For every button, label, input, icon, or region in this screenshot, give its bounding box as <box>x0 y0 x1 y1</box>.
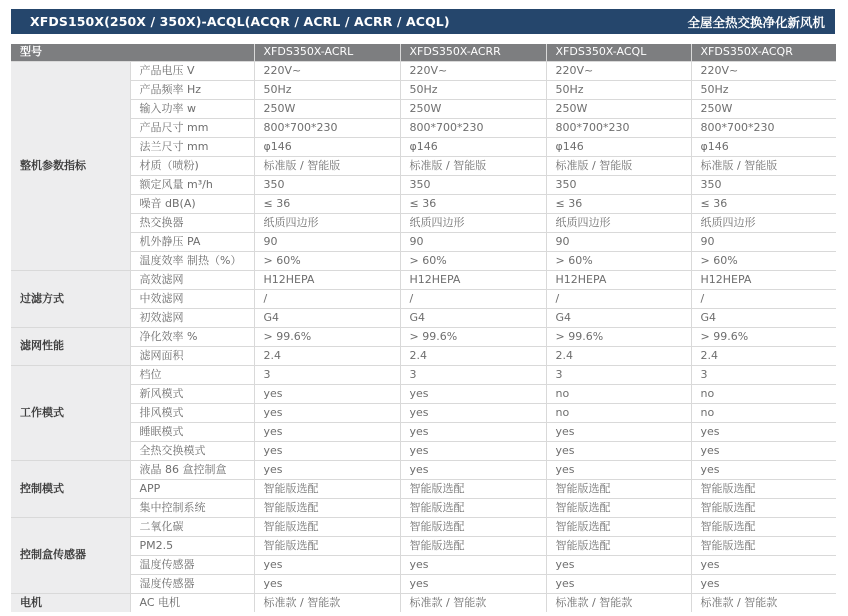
spec-value-cell: yes <box>691 460 836 479</box>
spec-value-cell: yes <box>254 384 400 403</box>
spec-value-cell: 250W <box>254 99 400 118</box>
parameter-label: 热交换器 <box>130 213 254 232</box>
spec-value-cell: > 99.6% <box>546 327 691 346</box>
table-row <box>11 308 836 327</box>
parameter-label: 法兰尺寸 mm <box>130 137 254 156</box>
spec-value-cell: 智能版选配 <box>546 479 691 498</box>
parameter-label: 输入功率 w <box>130 99 254 118</box>
spec-value-cell: 350 <box>254 175 400 194</box>
spec-value-cell: G4 <box>254 308 400 327</box>
table-row <box>11 99 836 118</box>
spec-value-cell: 智能版选配 <box>691 479 836 498</box>
spec-value-cell: H12HEPA <box>400 270 546 289</box>
model-column-header: XFDS350X-ACQL <box>546 44 691 61</box>
parameter-label: 睡眠模式 <box>130 422 254 441</box>
spec-value-cell: / <box>400 289 546 308</box>
parameter-label: 全热交换模式 <box>130 441 254 460</box>
spec-value-cell: 50Hz <box>546 80 691 99</box>
parameter-label: 液晶 86 盒控制盒 <box>130 460 254 479</box>
table-row <box>11 365 836 384</box>
table-row <box>11 270 836 289</box>
model-column-header: XFDS350X-ACRR <box>400 44 546 61</box>
spec-value-cell: G4 <box>691 308 836 327</box>
spec-value-cell: 50Hz <box>691 80 836 99</box>
parameter-label: 机外静压 PA <box>130 232 254 251</box>
spec-value-cell: G4 <box>400 308 546 327</box>
table-header-row <box>11 44 836 61</box>
spec-value-cell: no <box>691 384 836 403</box>
spec-value-cell: 智能版选配 <box>400 517 546 536</box>
parameter-label: 湿度传感器 <box>130 574 254 593</box>
parameter-label: 产品频率 Hz <box>130 80 254 99</box>
spec-value-cell: 350 <box>691 175 836 194</box>
table-row <box>11 346 836 365</box>
parameter-label: 产品电压 V <box>130 61 254 80</box>
spec-value-cell: H12HEPA <box>254 270 400 289</box>
spec-value-cell: 智能版选配 <box>691 498 836 517</box>
spec-value-cell: 标准款 / 智能款 <box>546 593 691 612</box>
spec-value-cell: 智能版选配 <box>254 479 400 498</box>
spec-value-cell: 纸质四边形 <box>546 213 691 232</box>
spec-value-cell: yes <box>691 441 836 460</box>
table-row <box>11 517 836 536</box>
spec-value-cell: yes <box>400 460 546 479</box>
spec-value-cell: 标准版 / 智能版 <box>546 156 691 175</box>
spec-table-body <box>11 61 836 612</box>
spec-value-cell: 50Hz <box>400 80 546 99</box>
parameter-label: 温度效率 制热（%） <box>130 251 254 270</box>
spec-value-cell: > 60% <box>400 251 546 270</box>
spec-value-cell: no <box>691 403 836 422</box>
table-row <box>11 80 836 99</box>
parameter-label: 材质（喷粉) <box>130 156 254 175</box>
spec-value-cell: 2.4 <box>691 346 836 365</box>
spec-value-cell: > 60% <box>691 251 836 270</box>
table-row <box>11 593 836 612</box>
spec-value-cell: > 60% <box>254 251 400 270</box>
spec-value-cell: yes <box>546 555 691 574</box>
parameter-label: 噪音 dB(A) <box>130 194 254 213</box>
spec-value-cell: 标准款 / 智能款 <box>700 595 778 609</box>
spec-value-cell: φ146 <box>546 137 691 156</box>
spec-value-cell: > 99.6% <box>691 327 836 346</box>
table-row <box>11 327 836 346</box>
parameter-label: 二氧化碳 <box>130 517 254 536</box>
parameter-label: PM2.5 <box>130 536 254 555</box>
model-column-header: XFDS350X-ACRL <box>254 44 400 61</box>
spec-value-cell: 标准版 / 智能版 <box>400 156 546 175</box>
spec-value-cell: yes <box>254 460 400 479</box>
spec-value-cell: 800*700*230 <box>400 118 546 137</box>
model-column-header: XFDS350X-ACQR <box>691 44 836 61</box>
parameter-label: 滤网面积 <box>130 346 254 365</box>
spec-value-cell: 标准版 / 智能版 <box>691 156 836 175</box>
parameter-label: AC 电机 <box>130 593 254 612</box>
table-row <box>11 118 836 137</box>
spec-value-cell: / <box>546 289 691 308</box>
spec-value-cell: 标准版 / 智能版 <box>254 156 400 175</box>
spec-value-cell: yes <box>254 403 400 422</box>
spec-value-cell: φ146 <box>254 137 400 156</box>
table-row <box>11 251 836 270</box>
spec-value-cell: no <box>546 403 691 422</box>
spec-value-cell: 800*700*230 <box>254 118 400 137</box>
table-row <box>11 194 836 213</box>
spec-value-cell: 220V~ <box>254 61 400 80</box>
spec-table <box>11 44 836 612</box>
table-row <box>11 156 836 175</box>
spec-value-cell: yes <box>254 574 400 593</box>
spec-value-cell: ≤ 36 <box>400 194 546 213</box>
spec-value-cell: 智能版选配 <box>254 536 400 555</box>
spec-value-cell: 智能版选配 <box>691 517 836 536</box>
spec-value-cell: yes <box>400 422 546 441</box>
table-row <box>11 555 836 574</box>
spec-value-cell: 350 <box>400 175 546 194</box>
spec-value-cell: > 99.6% <box>400 327 546 346</box>
spec-value-cell: 标准款 / 智能款 <box>400 593 546 612</box>
spec-value-cell: 3 <box>254 365 400 384</box>
spec-value-cell: 智能版选配 <box>400 479 546 498</box>
spec-value-cell: 800*700*230 <box>691 118 836 137</box>
spec-value-cell: yes <box>691 555 836 574</box>
spec-value-cell: 智能版选配 <box>254 517 400 536</box>
spec-value-cell: ≤ 36 <box>546 194 691 213</box>
spec-value-cell: 250W <box>546 99 691 118</box>
parameter-label: 排风模式 <box>130 403 254 422</box>
spec-value-cell: 纸质四边形 <box>400 213 546 232</box>
spec-value-cell: H12HEPA <box>546 270 691 289</box>
group-label: 电机 <box>11 593 130 612</box>
spec-value-cell: 智能版选配 <box>400 498 546 517</box>
spec-value-cell: yes <box>400 441 546 460</box>
spec-value-cell: / <box>691 289 836 308</box>
group-label: 整机参数指标 <box>11 61 130 270</box>
spec-value-cell: / <box>254 289 400 308</box>
spec-value-cell: yes <box>546 422 691 441</box>
spec-value-cell: yes <box>400 403 546 422</box>
product-name: 全屋全热交换净化新风机 <box>687 14 825 30</box>
table-row <box>11 175 836 194</box>
group-label: 控制盒传感器 <box>11 517 130 593</box>
model-header-label: 型号 <box>11 44 254 61</box>
table-row <box>11 574 836 593</box>
spec-value-cell: yes <box>400 384 546 403</box>
spec-value-cell: yes <box>546 460 691 479</box>
table-row <box>11 479 836 498</box>
table-row <box>11 498 836 517</box>
spec-value-cell: φ146 <box>691 137 836 156</box>
spec-value-cell: 3 <box>691 365 836 384</box>
spec-value-cell: 2.4 <box>546 346 691 365</box>
table-row <box>11 441 836 460</box>
spec-value-cell: H12HEPA <box>691 270 836 289</box>
table-row <box>11 384 836 403</box>
spec-value-cell: 90 <box>400 232 546 251</box>
spec-value-cell: 90 <box>254 232 400 251</box>
spec-value-cell: 智能版选配 <box>546 517 691 536</box>
table-row <box>11 137 836 156</box>
spec-value-cell: φ146 <box>400 137 546 156</box>
parameter-label: 中效滤网 <box>130 289 254 308</box>
parameter-label: 集中控制系统 <box>130 498 254 517</box>
parameter-label: 高效滤网 <box>130 270 254 289</box>
spec-value-cell: 350 <box>546 175 691 194</box>
spec-value-cell: yes <box>546 574 691 593</box>
group-label: 控制模式 <box>11 460 130 517</box>
parameter-label: 净化效率 % <box>130 327 254 346</box>
table-row <box>11 460 836 479</box>
group-label: 滤网性能 <box>11 327 130 365</box>
table-row <box>11 61 836 80</box>
parameter-label: 档位 <box>130 365 254 384</box>
spec-value-cell: > 60% <box>546 251 691 270</box>
spec-value-cell: yes <box>400 574 546 593</box>
spec-value-cell: 智能版选配 <box>546 498 691 517</box>
group-label: 工作模式 <box>11 365 130 460</box>
table-row <box>11 289 836 308</box>
parameter-label: 温度传感器 <box>130 555 254 574</box>
spec-value-cell: 50Hz <box>254 80 400 99</box>
spec-value-cell: 智能版选配 <box>691 536 836 555</box>
spec-value-cell: 2.4 <box>254 346 400 365</box>
spec-value-cell: G4 <box>546 308 691 327</box>
spec-value-cell: yes <box>254 441 400 460</box>
model-series-title: XFDS150X(250X / 350X)-ACQL(ACQR / ACRL / ACRR / ACQL) <box>30 14 450 29</box>
spec-value-cell: 智能版选配 <box>254 498 400 517</box>
spec-value-cell: yes <box>546 441 691 460</box>
parameter-label: 额定风量 m³/h <box>130 175 254 194</box>
spec-value-cell: 800*700*230 <box>546 118 691 137</box>
spec-value-cell: 3 <box>546 365 691 384</box>
table-row <box>11 403 836 422</box>
spec-value-cell: 智能版选配 <box>400 536 546 555</box>
title-banner <box>11 9 835 34</box>
spec-value-cell: no <box>546 384 691 403</box>
parameter-label: 产品尺寸 mm <box>130 118 254 137</box>
spec-value-cell: 90 <box>691 232 836 251</box>
spec-value-cell: 2.4 <box>400 346 546 365</box>
spec-value-cell: yes <box>400 555 546 574</box>
table-row <box>11 232 836 251</box>
spec-value-cell: 220V~ <box>691 61 836 80</box>
spec-value-cell: 220V~ <box>400 61 546 80</box>
spec-value-cell: yes <box>691 422 836 441</box>
table-row <box>11 422 836 441</box>
spec-value-cell: 90 <box>546 232 691 251</box>
parameter-label: APP <box>130 479 254 498</box>
table-row <box>11 536 836 555</box>
parameter-label: 初效滤网 <box>130 308 254 327</box>
spec-value-cell: 3 <box>400 365 546 384</box>
spec-value-cell: 标准款 / 智能款 <box>254 593 400 612</box>
spec-value-cell: ≤ 36 <box>691 194 836 213</box>
spec-value-cell: yes <box>691 574 836 593</box>
spec-value-cell: 智能版选配 <box>546 536 691 555</box>
table-row <box>11 213 836 232</box>
spec-value-cell: yes <box>254 422 400 441</box>
group-label: 过滤方式 <box>11 270 130 327</box>
spec-value-cell: 250W <box>691 99 836 118</box>
spec-value-cell: 220V~ <box>546 61 691 80</box>
spec-value-cell: 纸质四边形 <box>254 213 400 232</box>
spec-value-cell: ≤ 36 <box>254 194 400 213</box>
parameter-label: 新风模式 <box>130 384 254 403</box>
spec-value-cell: > 99.6% <box>254 327 400 346</box>
spec-value-cell: yes <box>254 555 400 574</box>
spec-value-cell: 250W <box>400 99 546 118</box>
spec-value-cell: 纸质四边形 <box>691 213 836 232</box>
